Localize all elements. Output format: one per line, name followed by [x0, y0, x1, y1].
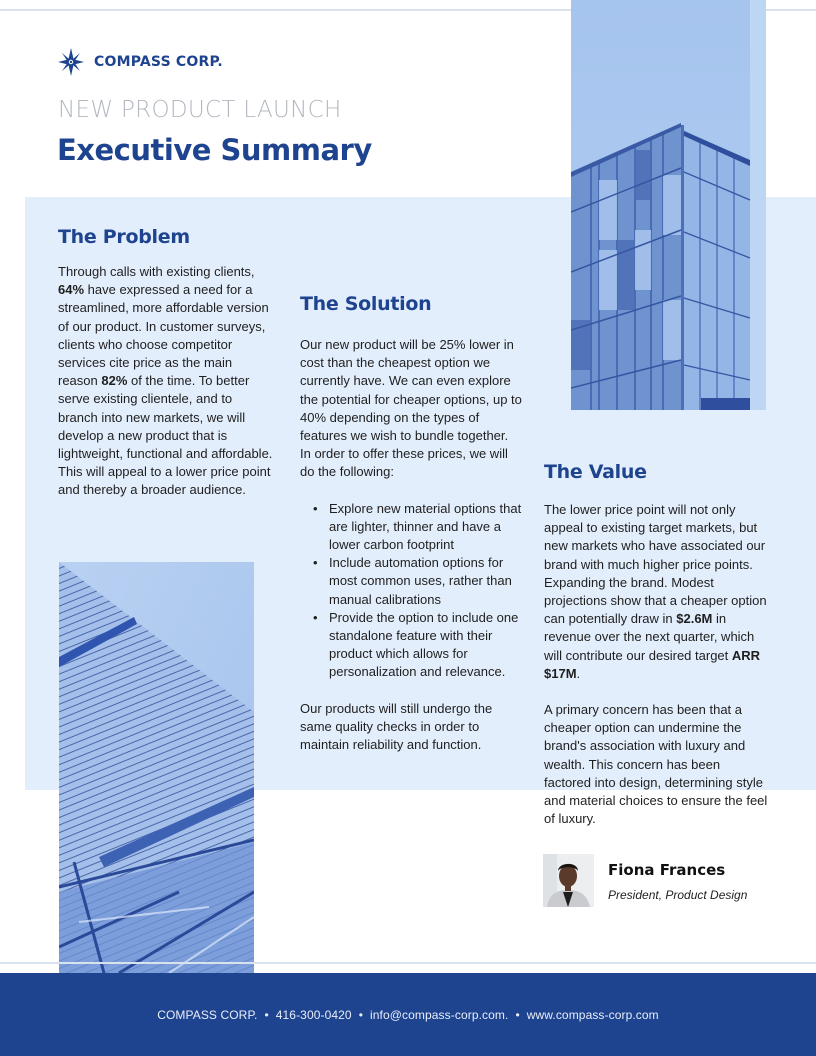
page-kicker: NEW PRODUCT LAUNCH — [58, 97, 342, 123]
footer-company: COMPASS CORP. — [157, 1007, 258, 1022]
list-item: • Provide the option to include one standalone feature with their product which allows for personalization and relevance. — [300, 609, 522, 682]
solution-outro: Our products will still undergo the same quality checks in order to maintain reliability and function. — [300, 700, 493, 753]
footer-email[interactable]: info@compass-corp.com. — [370, 1007, 509, 1022]
stat-arr: ARR $17M — [544, 647, 761, 681]
section-heading: The Value — [544, 461, 647, 483]
footer-separator: • — [515, 1007, 520, 1022]
brand-name: COMPASS CORP. — [94, 54, 223, 70]
section-solution — [300, 293, 522, 754]
problem-body — [58, 263, 273, 500]
solution-bullet-list — [300, 500, 522, 682]
compass-star-icon — [58, 48, 84, 76]
footer-phone[interactable]: 416-300-0420 — [275, 1007, 352, 1022]
signatory-name: Fiona Frances — [608, 861, 726, 879]
text-run: The lower price point will not only appeal to existing target markets, but new markets who have associated our brand with much higher price points. Expanding the brand. Modest projections show that a cheaper option can potentially draw in — [544, 502, 767, 627]
page-title: Executive Summary — [57, 133, 372, 167]
signature-block — [543, 854, 747, 907]
list-item: • Include automation options for most common uses, rather than manual calibrations — [300, 554, 522, 609]
building-angled-facade-image — [59, 562, 254, 973]
section-heading: The Problem — [58, 226, 190, 248]
section-heading: The Solution — [300, 293, 432, 315]
footer — [0, 973, 816, 1056]
footer-website[interactable]: www.compass-corp.com — [526, 1007, 659, 1022]
stat-revenue: $2.6M — [676, 611, 713, 627]
stat-64-percent: 64% — [58, 282, 85, 298]
text-run: of the time. To better serve existing clientele, and to branch into new markets, we will develop a new product that is lightweight, functional and affordable. This will appeal to a lower price point and thereby a broader audience. — [58, 373, 273, 498]
list-item: • Explore new material options that are lighter, thinner and have a lower carbon footprint — [300, 500, 522, 555]
text-run: have expressed a need for a streamlined, more affordable version of our product. In customer surveys, clients who choose competitor services cite price as the main reason — [58, 282, 269, 389]
building-glass-facade-image — [571, 0, 766, 410]
footer-separator: • — [358, 1007, 363, 1022]
footer-contact-line — [157, 1008, 659, 1022]
avatar — [543, 854, 594, 907]
footer-separator: • — [264, 1007, 269, 1022]
value-paragraph-2: A primary concern has been that a cheaper option can undermine the brand's association with luxury and wealth. This concern has been factored into design, determining style and material choices to ensure the feel of luxury. — [544, 702, 768, 827]
section-value — [544, 461, 770, 828]
value-paragraph-1 — [544, 501, 770, 683]
solution-intro: Our new product will be 25% lower in cost than the cheapest option we currently have. We can even explore the potential for cheaper options, up to 40% depending on the types of features we wish to bundle together. In order to offer these prices, we will do the following: — [300, 337, 522, 480]
brand-logo — [58, 48, 223, 76]
section-problem — [58, 226, 273, 500]
bottom-divider — [0, 962, 816, 964]
text-run: in revenue over the next quarter, which will contribute our desired target — [544, 611, 755, 663]
signatory-role: President, Product Design — [608, 888, 748, 902]
text-run: . — [576, 665, 581, 681]
stat-82-percent: 82% — [101, 373, 128, 389]
text-run: Through calls with existing clients, — [58, 264, 255, 279]
